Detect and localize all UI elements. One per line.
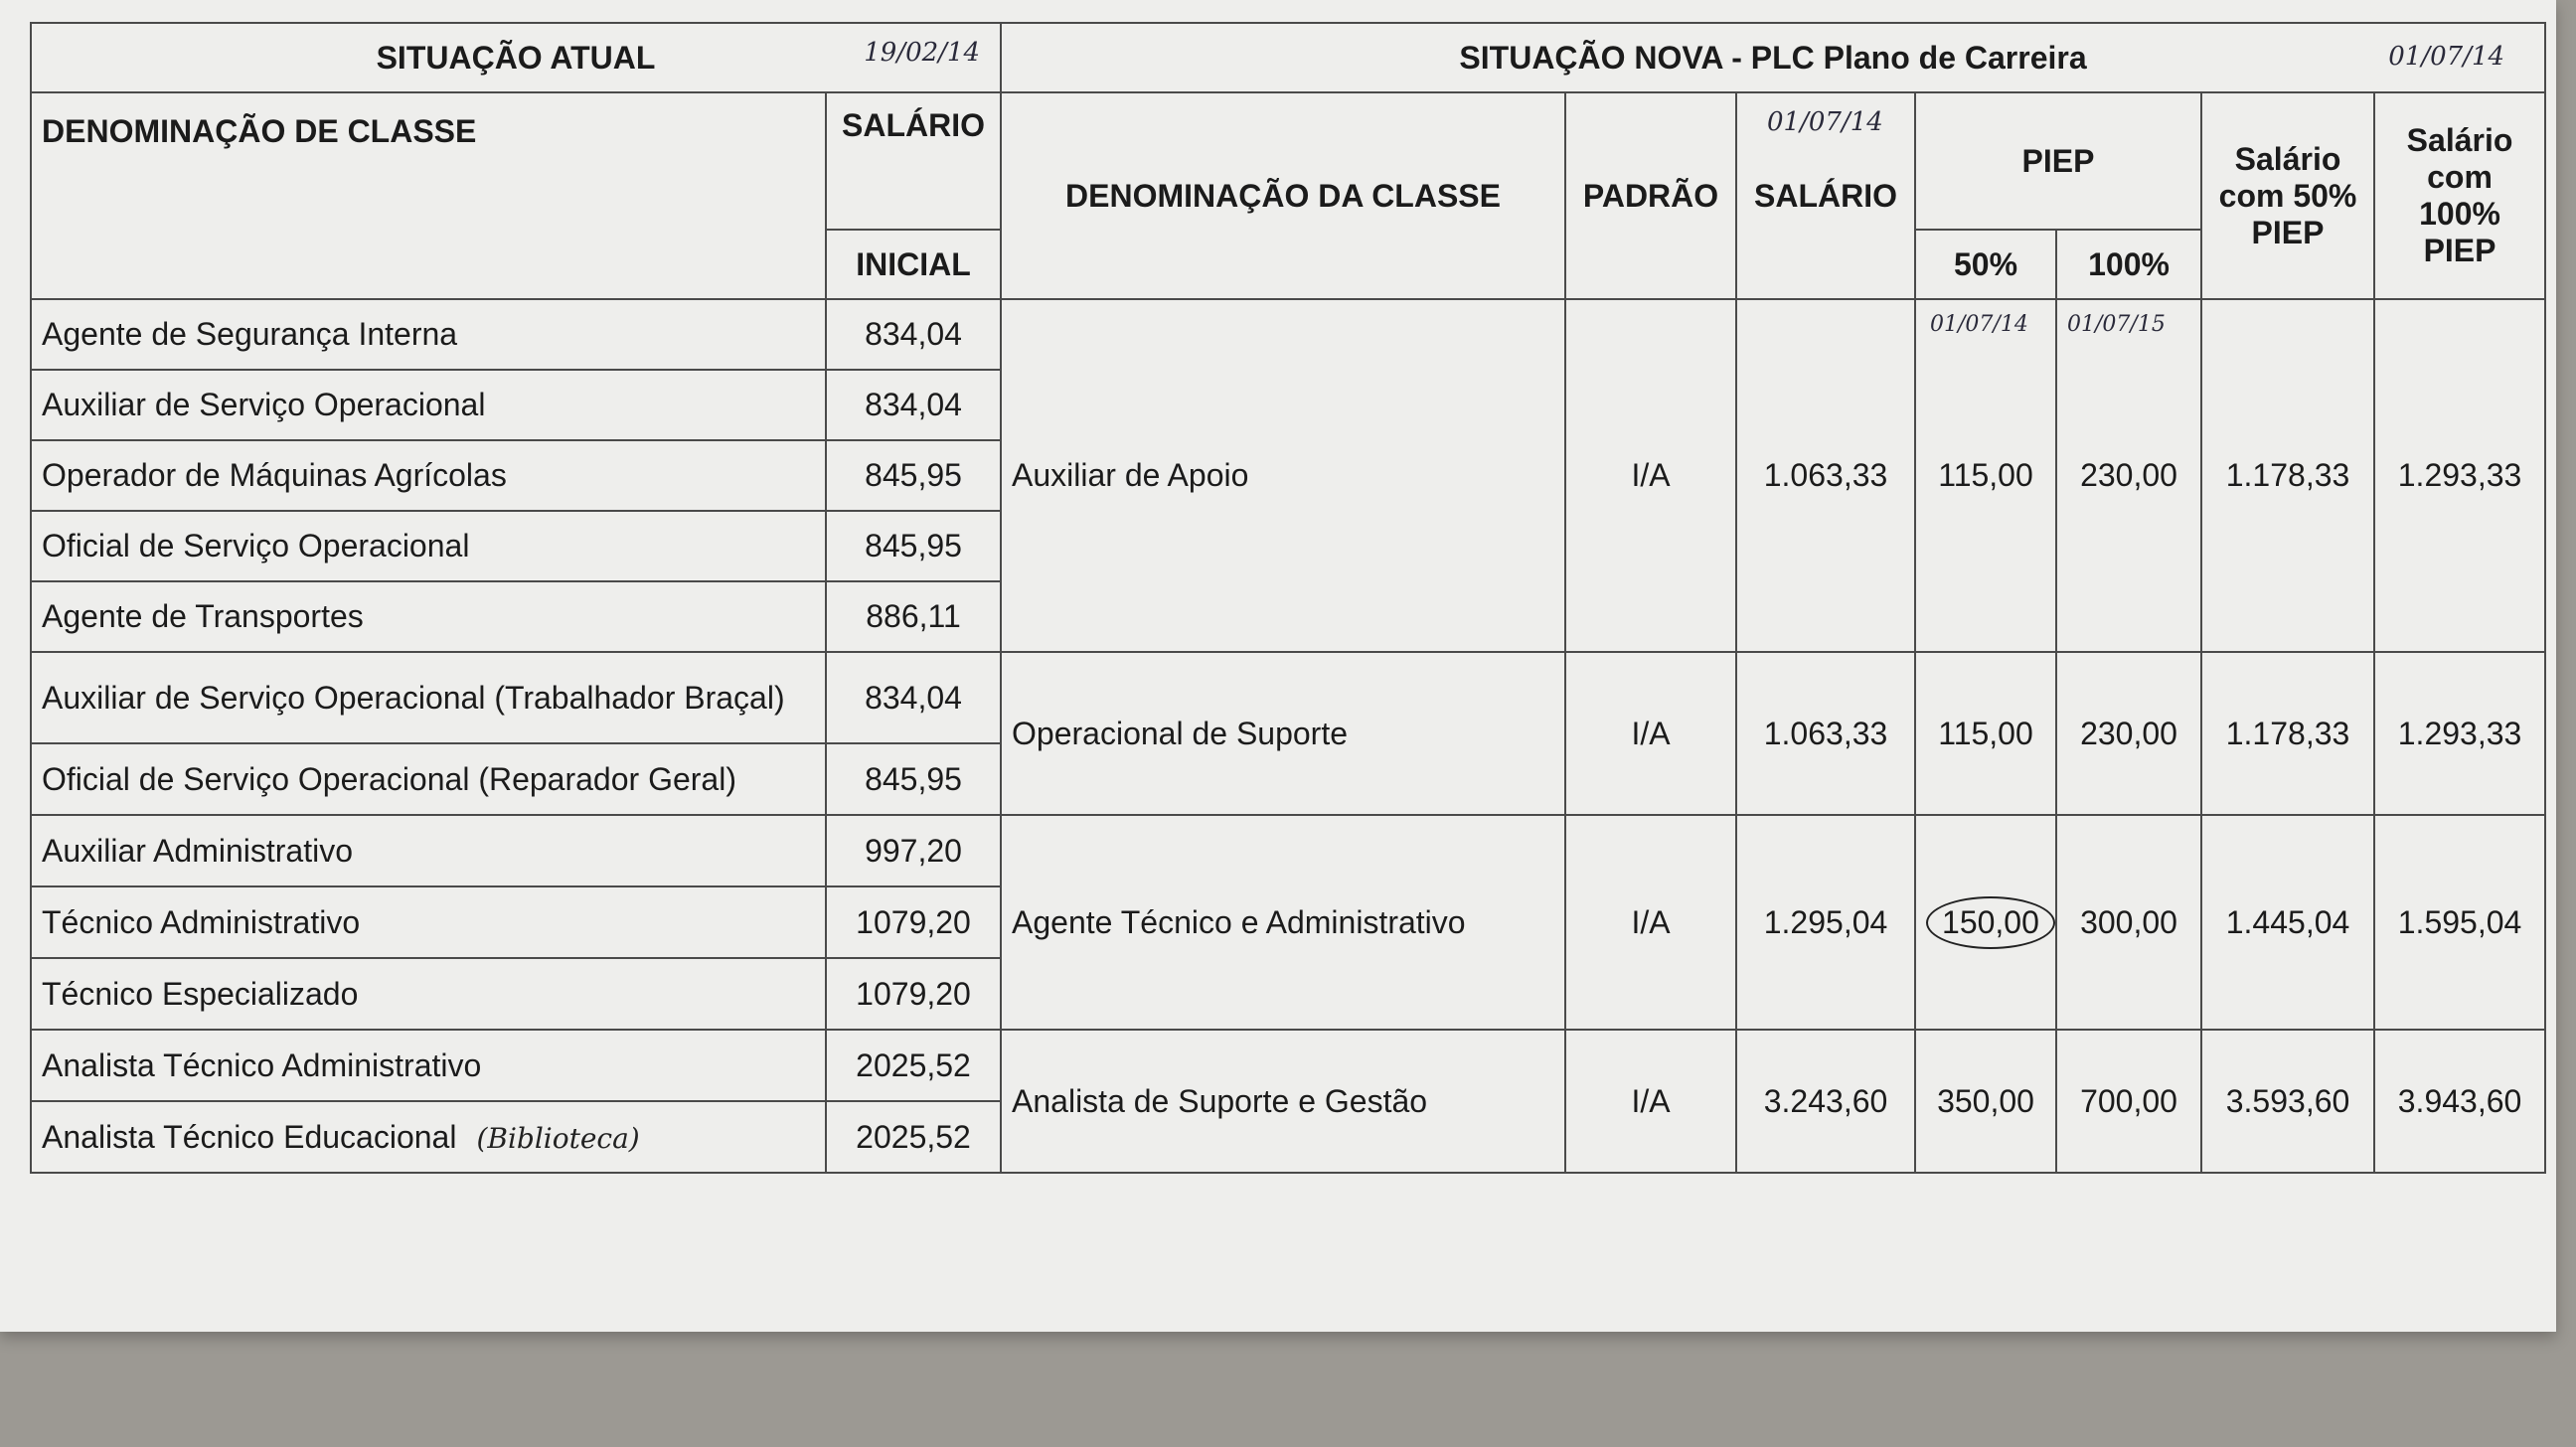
piep-100-value: 230,00 01/07/15 (2056, 299, 2201, 652)
col-sal100: Salário com 100% PIEP (2374, 92, 2545, 299)
col-piep: PIEP (1915, 92, 2201, 230)
new-salary-value: 3.243,60 (1736, 1030, 1915, 1173)
salary-date-handwritten: 01/07/14 (1767, 107, 1883, 137)
current-date-handwritten: 19/02/14 (864, 38, 981, 68)
col-sal50: Salário com 50% PIEP (2201, 92, 2374, 299)
current-class-name (31, 743, 826, 815)
salary-table (30, 22, 2546, 1174)
current-initial-salary: 886,11 (826, 581, 1001, 652)
new-salary-value: 1.063,33 (1736, 299, 1915, 652)
class-name-text: Analista Técnico Educacional (42, 1118, 457, 1155)
salary-with-100-piep: 3.943,60 (2374, 1030, 2545, 1173)
piep-100-value: 230,00 (2056, 652, 2201, 815)
piep100-date-handwritten: 01/07/15 (2067, 312, 2166, 337)
padrao-value: I/A (1565, 1030, 1736, 1173)
col-current-class: DENOMINAÇÃO DE CLASSE (31, 92, 826, 299)
col-piep-50: 50% (1915, 230, 2056, 299)
table-row (31, 299, 2545, 370)
new-situation-header (1001, 23, 2545, 92)
current-class-name (31, 440, 826, 511)
col-padrao: PADRÃO (1565, 92, 1736, 299)
piep-50-value (1915, 1030, 2056, 1173)
class-name-text: Auxiliar de Serviço Operacional (42, 387, 486, 422)
current-initial-salary: 834,04 (826, 652, 1001, 743)
col-salary (1736, 92, 1915, 299)
current-situation-header (31, 23, 1001, 92)
salary-with-50-piep: 1.178,33 (2201, 299, 2374, 652)
table-body (31, 299, 2545, 1173)
new-class-name: Operacional de Suporte (1001, 652, 1565, 815)
class-name-text: Agente de Segurança Interna (42, 316, 458, 352)
new-class-name: Analista de Suporte e Gestão (1001, 1030, 1565, 1173)
piep-50-value (1915, 299, 2056, 652)
salary-with-100-piep: 1.595,04 (2374, 815, 2545, 1030)
piep-100-value: 700,00 (2056, 1030, 2201, 1173)
padrao-value: I/A (1565, 652, 1736, 815)
class-name-text: Auxiliar Administrativo (42, 832, 353, 869)
class-name-text: Técnico Administrativo (42, 903, 361, 940)
class-name-text: Técnico Especializado (42, 975, 359, 1012)
current-initial-salary: 1079,20 (826, 886, 1001, 958)
current-class-name (31, 370, 826, 440)
piep50-date-handwritten: 01/07/14 (1930, 312, 2028, 337)
new-salary-value: 1.295,04 (1736, 815, 1915, 1030)
col-current-initial: INICIAL (826, 230, 1001, 299)
current-class-name (31, 958, 826, 1030)
col-current-salary: SALÁRIO (826, 92, 1001, 230)
col-piep-100: 100% (2056, 230, 2201, 299)
current-class-name (31, 511, 826, 581)
col-salary-label: SALÁRIO (1754, 177, 1898, 214)
current-initial-salary: 834,04 (826, 370, 1001, 440)
class-name-text: Analista Técnico Administrativo (42, 1046, 482, 1083)
piep-50-text: 150,00 (1926, 896, 2055, 949)
current-initial-salary: 2025,52 (826, 1030, 1001, 1101)
padrao-value: I/A (1565, 815, 1736, 1030)
class-name-text: Operador de Máquinas Agrícolas (42, 457, 507, 493)
table-row (31, 815, 2545, 886)
new-class-name: Auxiliar de Apoio (1001, 299, 1565, 652)
class-name-text: Oficial de Serviço Operacional (42, 528, 470, 563)
salary-with-50-piep: 3.593,60 (2201, 1030, 2374, 1173)
piep-50-text: 115,00 (1938, 457, 2033, 493)
current-initial-salary: 834,04 (826, 299, 1001, 370)
salary-with-100-piep: 1.293,33 (2374, 652, 2545, 815)
piep-50-text: 350,00 (1937, 1082, 2034, 1119)
current-initial-salary: 845,95 (826, 743, 1001, 815)
current-class-name (31, 652, 826, 743)
piep-50-value (1915, 652, 2056, 815)
table-row (31, 1030, 2545, 1101)
current-initial-salary: 2025,52 (826, 1101, 1001, 1173)
new-salary-value: 1.063,33 (1736, 652, 1915, 815)
new-situation-title: SITUAÇÃO NOVA - PLC Plano de Carreira (1459, 39, 2087, 76)
class-name-text: Auxiliar de Serviço Operacional (Trabalhador Braçal) (42, 679, 785, 716)
current-class-name (31, 581, 826, 652)
table-row (31, 652, 2545, 743)
piep-50-text: 115,00 (1938, 715, 2033, 751)
current-situation-title: SITUAÇÃO ATUAL (376, 39, 656, 76)
current-initial-salary: 997,20 (826, 815, 1001, 886)
current-initial-salary: 1079,20 (826, 958, 1001, 1030)
salary-with-100-piep: 1.293,33 (2374, 299, 2545, 652)
padrao-value: I/A (1565, 299, 1736, 652)
new-date-handwritten: 01/07/14 (2388, 42, 2505, 72)
salary-with-50-piep: 1.178,33 (2201, 652, 2374, 815)
handwritten-note: (Biblioteca) (476, 1121, 640, 1155)
current-class-name (31, 1030, 826, 1101)
salary-with-50-piep: 1.445,04 (2201, 815, 2374, 1030)
piep-100-value: 300,00 (2056, 815, 2201, 1030)
class-name-text: Oficial de Serviço Operacional (Reparador Geral) (42, 760, 736, 797)
new-class-name: Agente Técnico e Administrativo (1001, 815, 1565, 1030)
current-class-name (31, 299, 826, 370)
col-new-class: DENOMINAÇÃO DA CLASSE (1001, 92, 1565, 299)
current-class-name (31, 886, 826, 958)
class-name-text: Agente de Transportes (42, 598, 364, 634)
top-border-line (30, 0, 2544, 24)
current-initial-salary: 845,95 (826, 511, 1001, 581)
current-class-name (31, 815, 826, 886)
current-initial-salary: 845,95 (826, 440, 1001, 511)
piep-50-value (1915, 815, 2056, 1030)
current-class-name (31, 1101, 826, 1173)
